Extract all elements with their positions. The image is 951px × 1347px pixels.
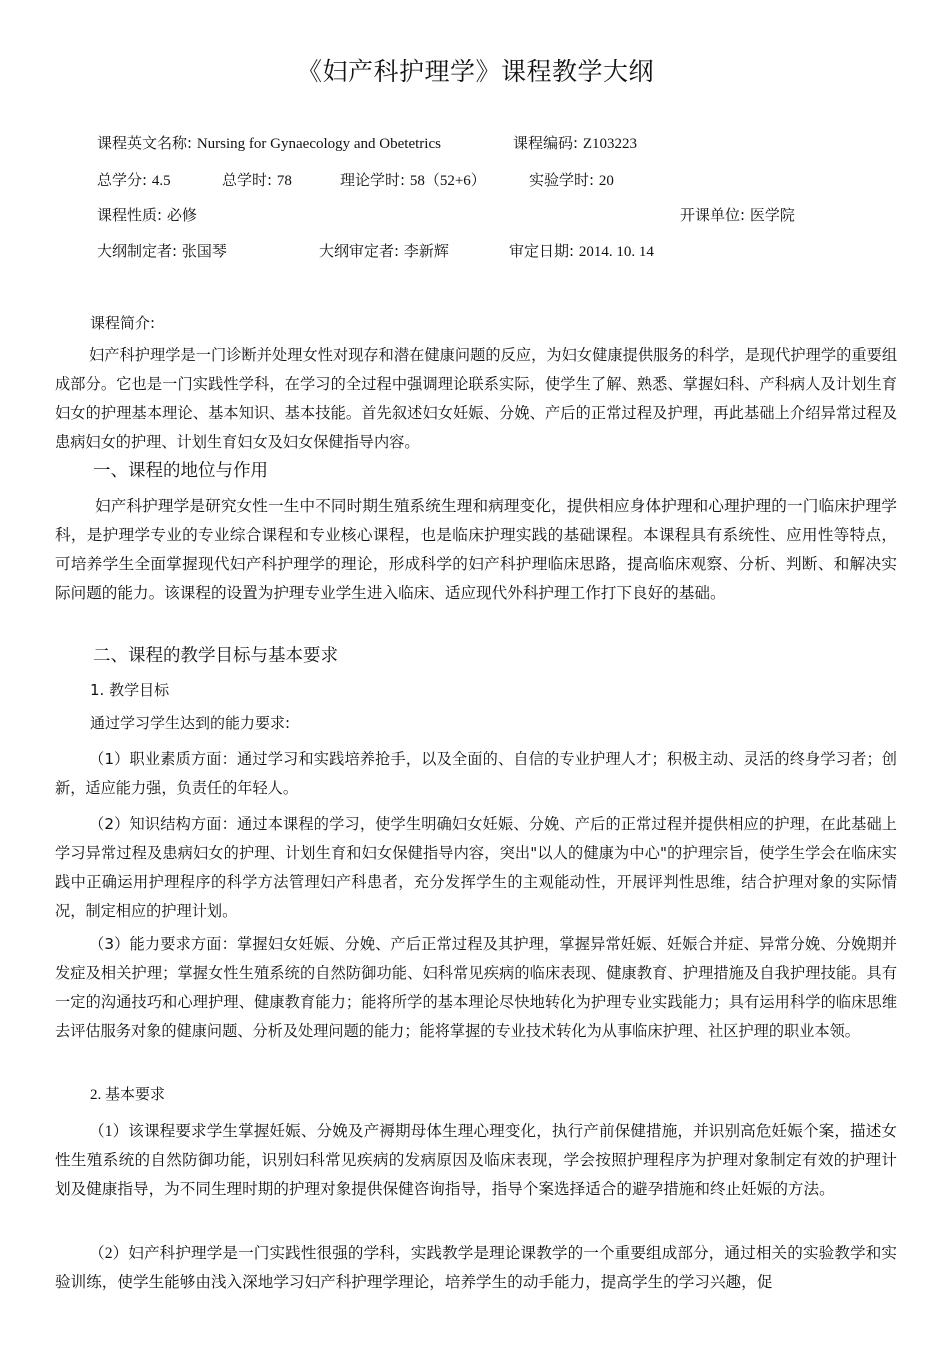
requirements-paragraph-1: （1）该课程要求学生掌握妊娠、分娩及产褥期母体生理心理变化，执行产前保健措施，并识别高危妊娠个案，描述女性生殖系统的自然防御功能，识别妇科常见疾病的发病原因及临床表现，学会按照护理程序为护理对象制定有效的护理计划及健康指导，为不同生理时期的护理对象提供保健咨询指导，指导个案选择适合的避孕措施和终止妊娠的方法。 xyxy=(55,1123,897,1198)
goal-intro: 通过学习学生达到的能力要求: xyxy=(90,714,291,732)
theory-hours-value: 58（52+6） xyxy=(409,173,486,189)
total-credits-label: 总学分: xyxy=(97,171,148,189)
syllabus-reviewer-label: 大纲审定者: xyxy=(319,242,400,260)
english-name-label: 课程英文名称: xyxy=(97,134,193,152)
course-nature-value: 必修 xyxy=(166,206,197,224)
meta-row-1 xyxy=(97,130,831,156)
goal-paragraph-3: （3）能力要求方面：掌握妇女妊娠、分娩、产后正常过程及其护理，掌握异常妊娠、妊娠合并症、异常分娩、分娩期并发症及相关护理；掌握女性生殖系统的自然防御功能、妇科常见疾病的临床表现、健康教育、护理措施及自我护理技能。具有一定的沟通技巧和心理护理、健康教育能力；能将所学的基本理论尽快地转化为护理专业实践能力；具有运用科学的临床思维去评估服务对象的健康问题、分析及处理问题的能力；能将掌握的专业技术转化为从事临床护理、社区护理的职业本领。 xyxy=(55,935,897,1040)
syllabus-author-label: 大纲制定者: xyxy=(97,242,178,260)
section-1-paragraph: 妇产科护理学是研究女性一生中不同时期生殖系统生理和病理变化，提供相应身体护理和心理护理的一门临床护理学科，是护理学专业的专业综合课程和专业核心课程，也是临床护理实践的基础课程。本课程具有系统性、应用性等特点，可培养学生全面掌握现代妇产科护理学的理论，形成科学的妇产科护理临床思路，提高临床观察、分析、判断、和解决实际问题的能力。该课程的设置为护理专业学生进入临床、适应现代外科护理工作打下良好的基础。 xyxy=(55,498,897,602)
lab-hours-value: 20 xyxy=(598,173,614,189)
course-code xyxy=(513,130,637,157)
course-nature-label: 课程性质: xyxy=(97,206,163,224)
intro-paragraph: 妇产科护理学是一门诊断并处理女性对现存和潜在健康问题的反应，为妇女健康提供服务的科学，是现代护理学的重要组成部分。它也是一门实践性学科，在学习的全过程中强调理论联系实际，使学生了解、熟悉、掌握妇科、产科病人及计划生育妇女的护理基本理论、基本知识、基本技能。首先叙述妇女妊娠、分娩、产后的正常过程及护理，再此基础上介绍异常过程及患病妇女的护理、计划生育妇女及妇女保健指导内容。 xyxy=(55,346,897,451)
review-date xyxy=(509,238,654,265)
requirements-paragraph-2: （2）妇产科护理学是一门实践性很强的学科，实践教学是理论课教学的一个重要组成部分，通过相关的实验教学和实验训练，使学生能够由浅入深地学习妇产科护理学理论，培养学生的动手能力，提高学生的学习兴趣，促 xyxy=(55,1245,897,1291)
intro-label: 课程简介: xyxy=(90,314,156,332)
document-title: 《妇产科护理学》课程教学大纲 xyxy=(296,57,654,86)
course-code-label: 课程编码: xyxy=(513,134,579,152)
goal-paragraph-2: （2）知识结构方面：通过本课程的学习，使学生明确妇女妊娠、分娩、产后的正常过程并提供相应的护理，在此基础上学习异常过程及患病妇女的护理、计划生育和妇女保健指导内容，突出"以人的健康为中心"的护理宗旨，使学生学会在临床实践中正确运用护理程序的科学方法管理妇产科患者，充分发挥学生的主观能动性，开展评判性思维，结合护理对象的实际情况，制定相应的护理计划。 xyxy=(55,815,897,920)
english-name-value: Nursing for Gynaecology and Obetetrics xyxy=(196,136,441,152)
lab-hours xyxy=(529,167,614,194)
syllabus-reviewer-value: 李新辉 xyxy=(403,244,449,260)
review-date-value: 2014. 10. 14 xyxy=(578,244,654,260)
section-2-heading: 二、课程的教学目标与基本要求 xyxy=(93,646,338,666)
lab-hours-label: 实验学时: xyxy=(529,171,595,189)
total-credits xyxy=(97,167,171,194)
syllabus-author xyxy=(97,238,227,264)
total-hours-value: 78 xyxy=(276,173,292,189)
review-date-label: 审定日期: xyxy=(509,242,575,260)
offering-unit-value: 医学院 xyxy=(749,208,795,224)
total-credits-value: 4.5 xyxy=(151,173,171,189)
theory-hours-label: 理论学时: xyxy=(340,171,406,189)
meta-row-2 xyxy=(97,167,831,193)
english-name xyxy=(97,130,441,157)
requirements-heading: 2. 基本要求 xyxy=(90,1087,166,1103)
goal-heading: 1. 教学目标 xyxy=(90,681,170,699)
syllabus-author-value: 张国琴 xyxy=(181,242,227,260)
total-hours-label: 总学时: xyxy=(222,171,273,189)
section-1-heading: 一、课程的地位与作用 xyxy=(93,461,268,481)
offering-unit xyxy=(680,202,795,229)
theory-hours xyxy=(340,167,486,194)
meta-row-3 xyxy=(97,202,831,228)
total-hours xyxy=(222,167,292,194)
course-nature xyxy=(97,202,197,228)
syllabus-reviewer xyxy=(319,238,449,265)
course-code-value: Z103223 xyxy=(582,136,638,152)
goal-paragraph-1: （1）职业素质方面：通过学习和实践培养抢手，以及全面的、自信的专业护理人才；积极主动、灵活的终身学习者；创新，适应能力强，负责任的年轻人。 xyxy=(55,750,897,797)
meta-row-4 xyxy=(97,238,831,264)
offering-unit-label: 开课单位: xyxy=(680,206,746,224)
